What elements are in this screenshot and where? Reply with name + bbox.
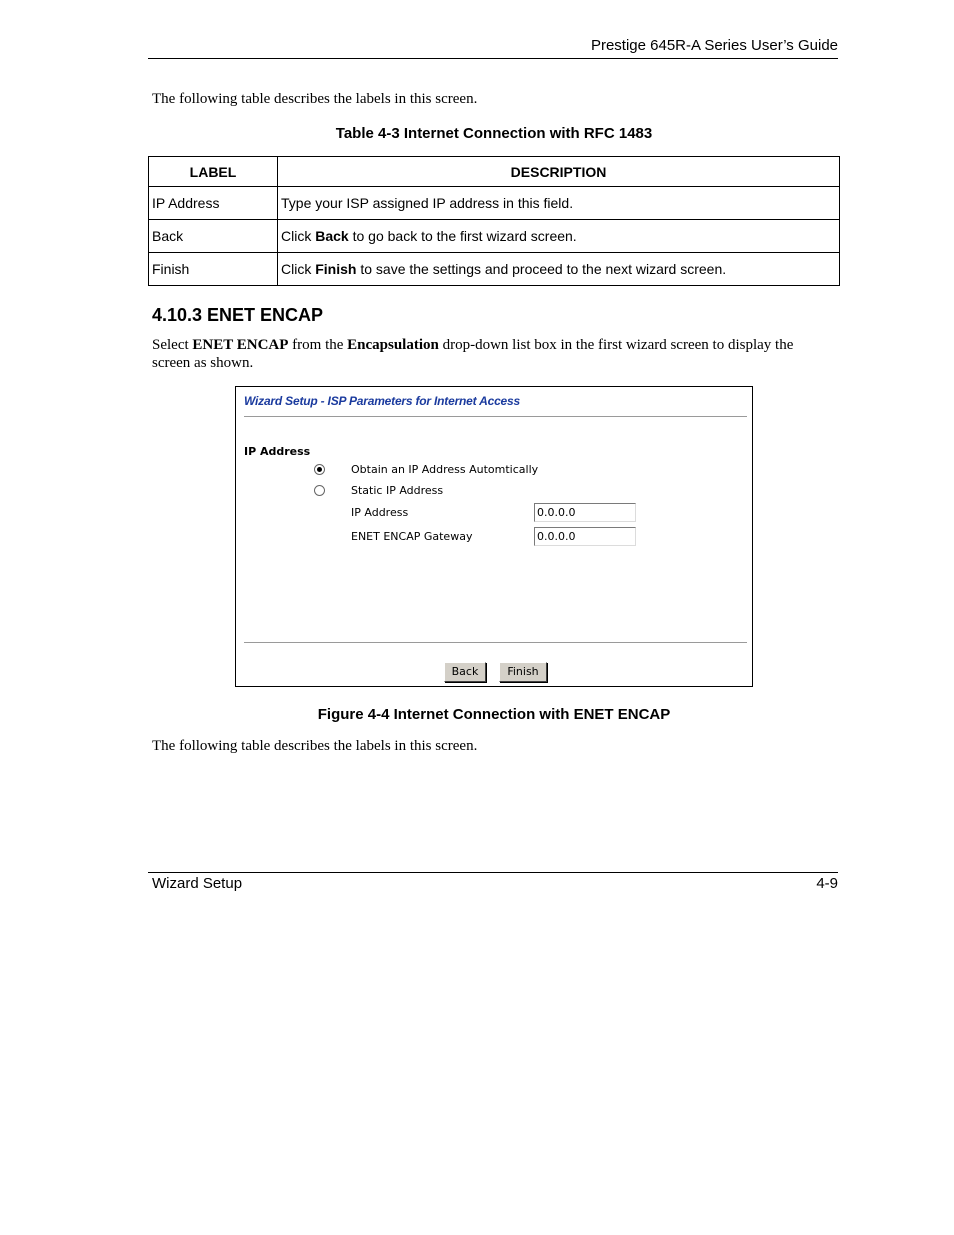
ip-address-group-label: IP Address xyxy=(244,445,311,458)
row-description xyxy=(278,220,840,253)
table-row xyxy=(149,187,840,220)
description-text: Click xyxy=(281,228,316,244)
table-row xyxy=(149,253,840,286)
footer-rule xyxy=(148,872,838,873)
table-header-row xyxy=(149,157,840,187)
row-description xyxy=(278,253,840,286)
paragraph-bold: Encapsulation xyxy=(347,337,439,353)
table-caption: Table 4-3 Internet Connection with RFC 1483 xyxy=(335,125,653,142)
paragraph-text: drop-down list box in the first wizard screen to display the xyxy=(438,337,794,353)
footer-divider xyxy=(244,642,747,644)
radio-obtain-ip[interactable] xyxy=(314,464,325,475)
title-divider xyxy=(244,416,747,418)
description-text: to go back to the first wizard screen. xyxy=(348,228,577,244)
header-rule xyxy=(148,58,838,59)
paragraph-text: from the xyxy=(288,337,348,353)
radio-obtain-ip-label: Obtain an IP Address Automtically xyxy=(351,463,539,476)
description-bold: Finish xyxy=(315,261,357,277)
paragraph-bold: ENET ENCAP xyxy=(192,337,289,353)
paragraph-text: screen as shown. xyxy=(152,355,254,371)
gateway-label: ENET ENCAP Gateway xyxy=(351,530,473,543)
finish-button[interactable]: Finish xyxy=(499,662,547,682)
description-text: to save the settings and proceed to the next wizard screen. xyxy=(356,261,727,277)
row-label: Back xyxy=(149,220,278,253)
footer-chapter: Wizard Setup xyxy=(152,875,243,892)
ip-address-input[interactable]: 0.0.0.0 xyxy=(534,503,636,522)
running-header: Prestige 645R-A Series User’s Guide xyxy=(590,37,838,54)
footer-page-number: 4-9 xyxy=(816,875,838,892)
gateway-input[interactable]: 0.0.0.0 xyxy=(534,527,636,546)
ip-address-label: IP Address xyxy=(351,506,409,519)
table-row xyxy=(149,220,840,253)
description-text: Click xyxy=(281,261,316,277)
section-heading: 4.10.3 ENET ENCAP xyxy=(152,305,324,325)
row-label: IP Address xyxy=(149,187,278,220)
outro-text: The following table describes the labels in this screen. xyxy=(152,738,478,754)
wizard-title: Wizard Setup - ISP Parameters for Internet Access xyxy=(244,394,520,408)
column-header-description: DESCRIPTION xyxy=(278,157,840,187)
section-paragraph xyxy=(152,336,842,372)
row-description xyxy=(278,187,840,220)
radio-static-ip[interactable] xyxy=(314,485,325,496)
row-label: Finish xyxy=(149,253,278,286)
figure-caption: Figure 4-4 Internet Connection with ENET ENCAP xyxy=(317,706,671,723)
paragraph-text: Select xyxy=(152,337,193,353)
description-bold: Back xyxy=(315,228,349,244)
description-text: Type your ISP assigned IP address in this field. xyxy=(281,195,574,211)
intro-text: The following table describes the labels in this screen. xyxy=(152,91,478,107)
label-description-table xyxy=(148,156,840,286)
radio-static-ip-label: Static IP Address xyxy=(351,484,444,497)
back-button[interactable]: Back xyxy=(444,662,486,682)
column-header-label: LABEL xyxy=(149,157,278,187)
wizard-screenshot xyxy=(235,386,753,687)
